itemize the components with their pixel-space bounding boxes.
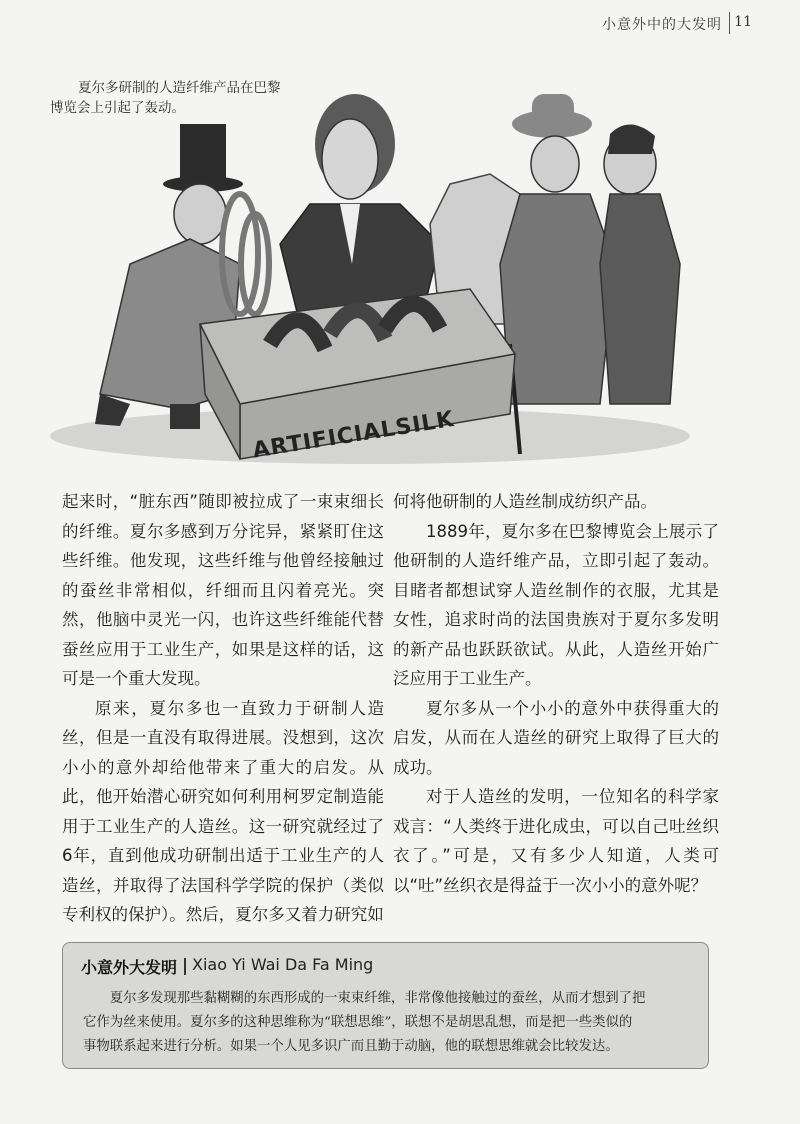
tip-box-line-2: 它作为丝来使用。夏尔多的这种思维称为“联想思维”，联想不是胡思乱想，而是把一些类似的 bbox=[83, 1015, 633, 1030]
right-paragraph-2: 1889年，夏尔多在巴黎博览会上展示了他研制的人造纤维产品，立即引起了轰动。目睹者都想试穿人造丝制作的衣服，尤其是女性，追求时尚的法国贵族对于夏尔多发明的新产品也跃跃欲试。从此，人造丝开始广泛应用于工业生产。 bbox=[393, 521, 719, 688]
presenter-figure bbox=[280, 94, 440, 324]
tip-box-line-1: 夏尔多发现那些黏糊糊的东西形成的一束束纤维，非常像他接触过的蚕丝，从而才想到了把 bbox=[109, 991, 646, 1006]
left-column bbox=[62, 487, 384, 930]
man-young-figure bbox=[600, 124, 680, 404]
tip-box-pinyin: Xiao Yi Wai Da Fa Ming bbox=[192, 955, 374, 974]
tip-box-title: 小意外大发明 bbox=[81, 958, 178, 977]
illustration bbox=[40, 64, 720, 464]
caption-line-2: 博览会上引起了轰动。 bbox=[50, 100, 185, 116]
crate-label: ARTIFICIALSILK bbox=[250, 406, 457, 464]
right-paragraph-4: 对于人造丝的发明，一位知名的科学家戏言：“人类终于进化成虫，可以自己吐丝织衣了。”可是，又有多少人知道，人类可以“吐”丝织衣是得益于一次小小的意外呢？ bbox=[393, 787, 719, 895]
man-bowler-hat-figure bbox=[500, 94, 615, 454]
left-paragraph-1: 起来时，“脏东西”随即被拉成了一束束细长的纤维。夏尔多感到万分诧异，紧紧盯住这些纤维。他发现，这些纤维与他曾经接触过的蚕丝非常相似，纤细而且闪着亮光。突然，他脑中灵光一闪，也许这些纤维能代替蚕丝应用于工业生产，如果是这样的话，这可是一个重大发现。 bbox=[62, 492, 384, 688]
illustration-caption bbox=[50, 78, 320, 118]
fiber-coils bbox=[222, 194, 269, 314]
tip-box-divider bbox=[184, 958, 186, 975]
caption-line-1: 夏尔多研制的人造纤维产品在巴黎 bbox=[78, 80, 281, 96]
running-header: 小意外中的大发明 bbox=[602, 17, 722, 33]
tip-box bbox=[62, 942, 709, 1069]
right-paragraph-1: 何将他研制的人造丝制成纺织产品。 bbox=[393, 492, 657, 511]
page-number: 11 bbox=[734, 14, 752, 30]
header-divider bbox=[729, 12, 730, 34]
right-paragraph-3: 夏尔多从一个小小的意外中获得重大的启发，从而在人造丝的研究上取得了巨大的成功。 bbox=[393, 698, 719, 777]
right-column bbox=[393, 487, 719, 900]
left-paragraph-2: 原来，夏尔多也一直致力于研制人造丝，但是一直没有取得进展。没想到，这次小小的意外却给他带来了重大的启发。从此，他开始潜心研究如何利用柯罗定制造能用于工业生产的人造丝。这一研究就经过了6年，直到他成功研制出适于工业生产的人造丝，并取得了法国科学学院的保护（类似专利权的保护）。然后，夏尔多又着力研究如 bbox=[62, 698, 384, 924]
tip-box-line-3: 事物联系起来进行分析。如果一个人见多识广而且勤于动脑，他的联想思维就会比较发达。 bbox=[83, 1039, 619, 1054]
tip-box-text bbox=[83, 987, 695, 1059]
